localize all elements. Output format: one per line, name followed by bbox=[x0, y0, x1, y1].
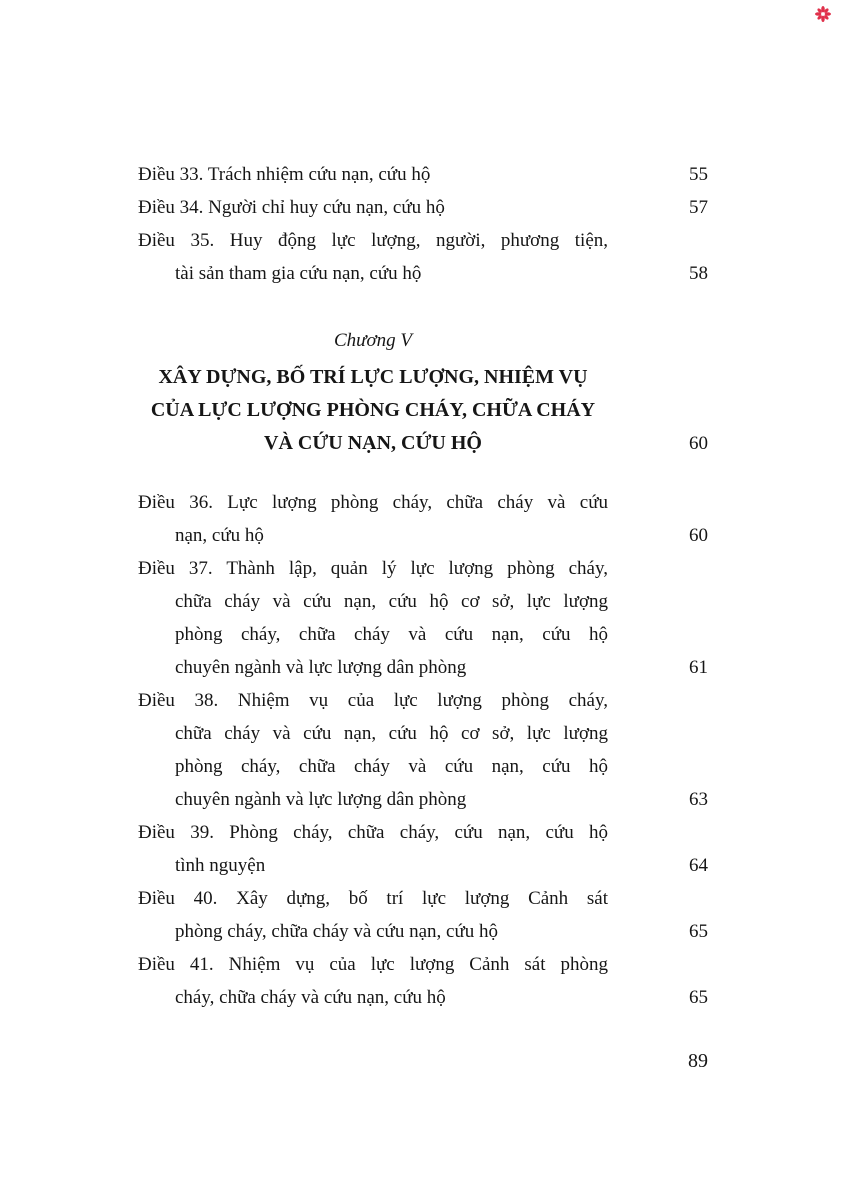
toc-line: Điều 35. Huy động lực lượng, người, phương tiện, bbox=[138, 230, 608, 251]
toc-entry-article-35 bbox=[138, 224, 708, 290]
toc-page-number: 55 bbox=[689, 164, 708, 185]
toc-entry-article-39 bbox=[138, 816, 708, 882]
flower-icon bbox=[815, 6, 831, 22]
toc-line: Điều 37. Thành lập, quản lý lực lượng phòng cháy, bbox=[138, 558, 608, 579]
toc-page-number: 65 bbox=[689, 987, 708, 1008]
toc-line: Điều 36. Lực lượng phòng cháy, chữa cháy và cứu bbox=[138, 492, 608, 513]
toc-line: Điều 41. Nhiệm vụ của lực lượng Cảnh sát phòng bbox=[138, 954, 608, 975]
toc-entry-text bbox=[138, 486, 608, 552]
toc-line: Điều 33. Trách nhiệm cứu nạn, cứu hộ bbox=[138, 164, 431, 185]
toc-chapter-heading bbox=[138, 324, 708, 460]
chapter-heading-text bbox=[138, 324, 608, 460]
toc-entry-article-40 bbox=[138, 882, 708, 948]
toc-entry-text bbox=[138, 224, 608, 290]
toc-line: cháy, chữa cháy và cứu nạn, cứu hộ bbox=[175, 987, 446, 1008]
toc-entry-text bbox=[138, 552, 608, 684]
toc-line: phòng cháy, chữa cháy và cứu nạn, cứu hộ bbox=[175, 756, 608, 777]
page-number: 89 bbox=[688, 1050, 708, 1072]
toc-line: chuyên ngành và lực lượng dân phòng bbox=[175, 657, 467, 678]
chapter-title-line: XÂY DỰNG, BỐ TRÍ LỰC LƯỢNG, NHIỆM VỤ bbox=[158, 366, 588, 388]
toc-line: phòng cháy, chữa cháy và cứu nạn, cứu hộ bbox=[175, 624, 608, 645]
toc-page-number: 64 bbox=[689, 855, 708, 876]
toc-page-number: 57 bbox=[689, 197, 708, 218]
toc-line: chữa cháy và cứu nạn, cứu hộ cơ sở, lực lượng bbox=[175, 723, 608, 744]
toc-entry-article-41 bbox=[138, 948, 708, 1014]
chapter-title-line: CỦA LỰC LƯỢNG PHÒNG CHÁY, CHỮA CHÁY bbox=[150, 399, 596, 421]
toc-line: Điều 34. Người chỉ huy cứu nạn, cứu hộ bbox=[138, 197, 445, 218]
toc-entry-article-37 bbox=[138, 552, 708, 684]
toc-page-number: 58 bbox=[689, 263, 708, 284]
toc-entry-article-33 bbox=[138, 158, 708, 191]
toc-entry-text bbox=[138, 191, 608, 224]
table-of-contents bbox=[138, 158, 708, 1014]
toc-entry-text bbox=[138, 882, 608, 948]
toc-page-number: 65 bbox=[689, 921, 708, 942]
toc-entry-text bbox=[138, 816, 608, 882]
toc-page-number: 61 bbox=[689, 657, 708, 678]
toc-line: chữa cháy và cứu nạn, cứu hộ cơ sở, lực lượng bbox=[175, 591, 608, 612]
toc-line: phòng cháy, chữa cháy và cứu nạn, cứu hộ bbox=[175, 921, 498, 942]
toc-page-number: 63 bbox=[689, 789, 708, 810]
chapter-label: Chương V bbox=[333, 330, 413, 351]
toc-line: tài sản tham gia cứu nạn, cứu hộ bbox=[175, 263, 422, 284]
toc-entry-article-38 bbox=[138, 684, 708, 816]
toc-page-number: 60 bbox=[689, 525, 708, 546]
toc-entry-text bbox=[138, 948, 608, 1014]
toc-line: Điều 40. Xây dựng, bố trí lực lượng Cảnh sát bbox=[138, 888, 608, 909]
toc-line: Điều 38. Nhiệm vụ của lực lượng phòng cháy, bbox=[138, 690, 608, 711]
toc-entry-text bbox=[138, 158, 608, 191]
chapter-title-line: VÀ CỨU NẠN, CỨU HỘ bbox=[264, 432, 482, 454]
toc-line: nạn, cứu hộ bbox=[175, 525, 264, 546]
toc-line: chuyên ngành và lực lượng dân phòng bbox=[175, 789, 467, 810]
toc-entry-article-36 bbox=[138, 486, 708, 552]
toc-page-number: 60 bbox=[689, 433, 708, 454]
toc-line: tình nguyện bbox=[175, 855, 266, 876]
toc-entry-article-34 bbox=[138, 191, 708, 224]
toc-entry-text bbox=[138, 684, 608, 816]
toc-line: Điều 39. Phòng cháy, chữa cháy, cứu nạn, cứu hộ bbox=[138, 822, 608, 843]
